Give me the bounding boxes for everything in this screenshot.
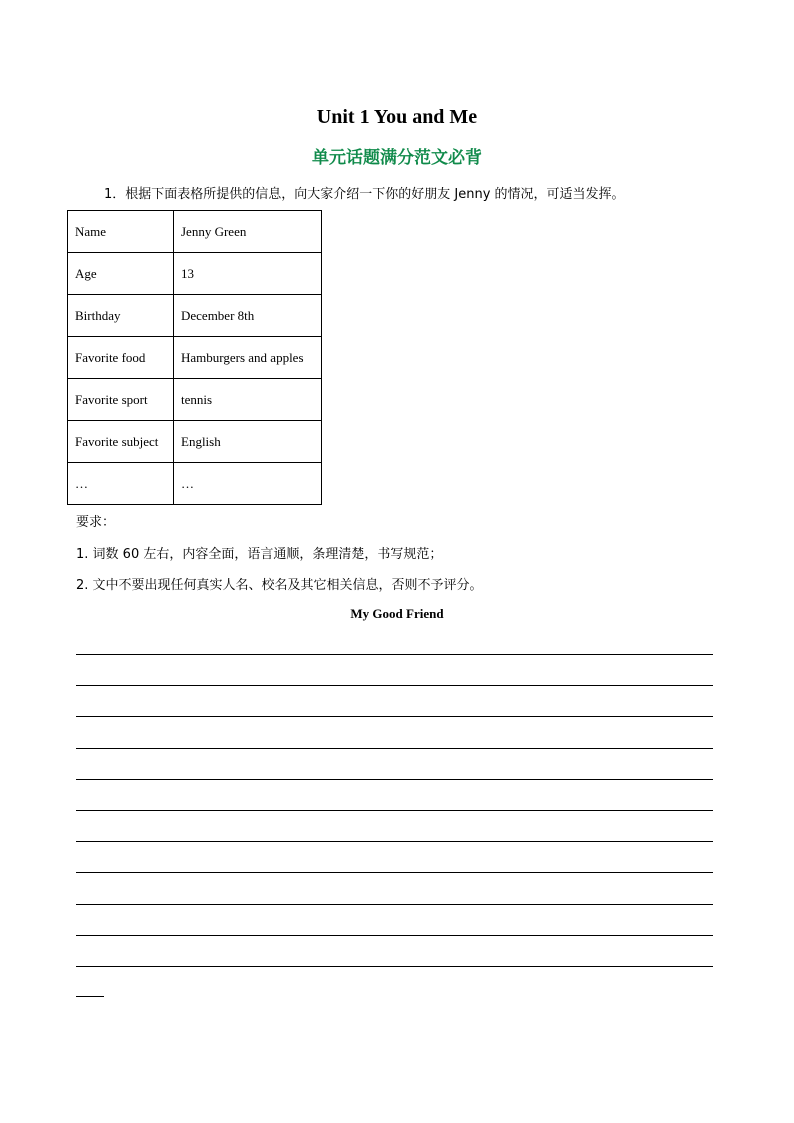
section-subtitle: 单元话题满分范文必背	[312, 148, 482, 168]
writing-line	[76, 716, 713, 717]
table-cell-label: Favorite sport	[68, 379, 174, 421]
writing-line	[76, 935, 713, 936]
page-title: Unit 1 You and Me	[316, 106, 478, 128]
table-row	[68, 295, 322, 337]
requirements-heading: 要求：	[76, 515, 116, 530]
writing-line	[76, 872, 713, 873]
table-cell-label: Birthday	[68, 295, 174, 337]
writing-line	[76, 810, 713, 811]
table-row	[68, 337, 322, 379]
writing-line	[76, 748, 713, 749]
table-row	[68, 421, 322, 463]
writing-line-end	[76, 996, 104, 997]
table-row	[68, 463, 322, 505]
info-table	[67, 210, 322, 505]
requirement-item: 1. 词数 60 左右，内容全面，语言通顺，条理清楚，书写规范；	[76, 547, 443, 562]
table-cell-label: Name	[68, 211, 174, 253]
table-cell-label: Age	[68, 253, 174, 295]
question-prompt: 1．根据下面表格所提供的信息，向大家介绍一下你的好朋友 Jenny 的情况，可适当发挥。	[104, 187, 625, 202]
table-cell-value: tennis	[174, 379, 322, 421]
essay-title: My Good Friend	[350, 606, 444, 621]
writing-line	[76, 779, 713, 780]
table-cell-label: Favorite subject	[68, 421, 174, 463]
table-cell-value: December 8th	[174, 295, 322, 337]
table-row	[68, 379, 322, 421]
table-cell-value: English	[174, 421, 322, 463]
table-cell-value: …	[174, 463, 322, 505]
table-cell-value: Hamburgers and apples	[174, 337, 322, 379]
writing-line	[76, 685, 713, 686]
table-cell-value: Jenny Green	[174, 211, 322, 253]
writing-line	[76, 904, 713, 905]
table-cell-value: 13	[174, 253, 322, 295]
table-cell-label: …	[68, 463, 174, 505]
table-row	[68, 253, 322, 295]
requirement-item: 2. 文中不要出现任何真实人名、校名及其它相关信息，否则不予评分。	[76, 578, 483, 593]
writing-line	[76, 654, 713, 655]
table-row	[68, 211, 322, 253]
writing-line	[76, 966, 713, 967]
writing-line	[76, 841, 713, 842]
table-cell-label: Favorite food	[68, 337, 174, 379]
